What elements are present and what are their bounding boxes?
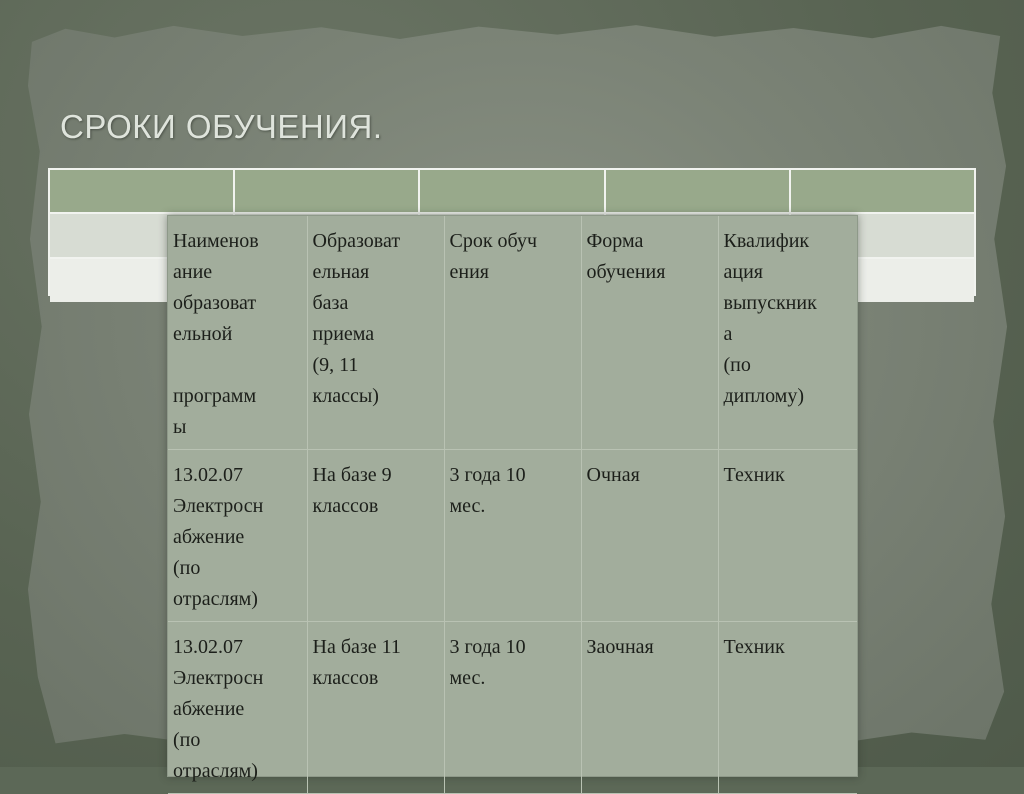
admission-base: На базе 9 классов (312, 464, 392, 517)
study-form: Заочная (586, 636, 654, 658)
admission-base: На базе 11 классов (312, 636, 401, 689)
table-cell (718, 622, 857, 794)
header-form-label: Форма обучения (586, 230, 666, 283)
table-cell (307, 450, 444, 622)
program-name: 13.02.07 Электросн абжение (по отраслям) (173, 636, 264, 782)
grid-cell (420, 170, 603, 212)
table-cell (581, 622, 718, 794)
table-row (168, 450, 857, 622)
study-form: Очная (586, 464, 640, 486)
table-row (168, 622, 857, 794)
graduate-qualification: Техник (723, 464, 785, 486)
header-cell (444, 216, 581, 450)
header-cell (307, 216, 444, 450)
header-base-label: Образоват ельная база приема (9, 11 классы) (312, 230, 401, 407)
header-cell (168, 216, 307, 450)
table-cell (444, 622, 581, 794)
table-cell (168, 450, 307, 622)
table-cell (718, 450, 857, 622)
grid-cell (50, 170, 233, 212)
graduate-qualification: Техник (723, 636, 785, 658)
slide-title: СРОКИ ОБУЧЕНИЯ. (60, 108, 383, 145)
study-duration: 3 года 10 мес. (449, 636, 526, 689)
grid-cell (235, 170, 418, 212)
table-cell (581, 450, 718, 622)
header-program-label: Наименов ание образоват ельной программ ы (173, 230, 259, 438)
study-terms-table-grid (168, 216, 857, 794)
table-header-row (168, 216, 857, 450)
header-cell (581, 216, 718, 450)
header-duration-label: Срок обуч ения (449, 230, 538, 283)
program-name: 13.02.07 Электросн абжение (по отраслям) (173, 464, 264, 610)
study-duration: 3 года 10 мес. (449, 464, 526, 517)
header-qualification-label: Квалифик ация выпускник а (по диплому) (723, 230, 817, 407)
grid-cell (791, 170, 974, 212)
header-cell (718, 216, 857, 450)
grid-cell (606, 170, 789, 212)
table-cell (168, 622, 307, 794)
table-cell (444, 450, 581, 622)
table-cell (307, 622, 444, 794)
study-terms-table (167, 215, 858, 782)
